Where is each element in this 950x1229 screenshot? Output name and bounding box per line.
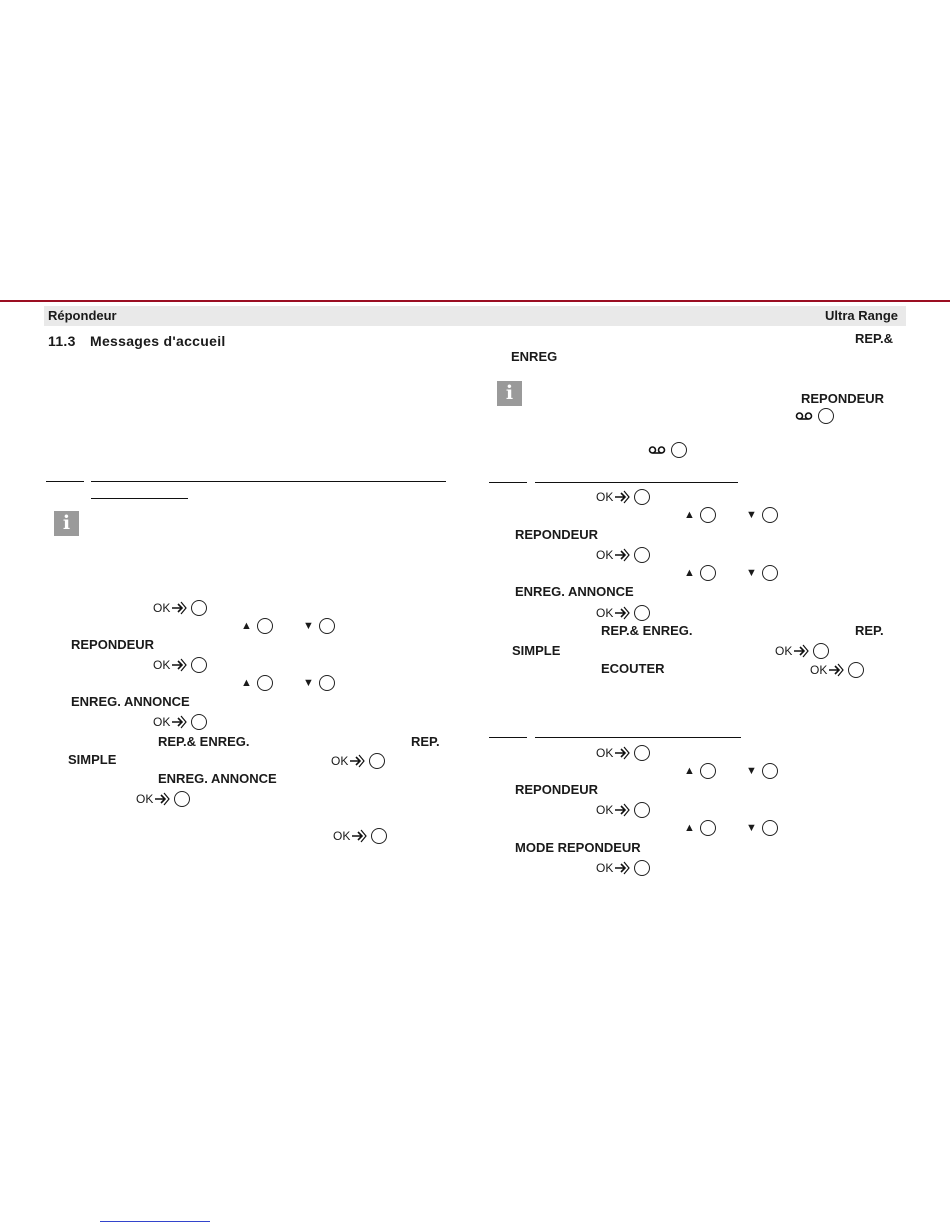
header-product-name: Ultra Range	[825, 308, 898, 323]
keyword-enreg-annonce: ENREG. ANNONCE	[158, 771, 277, 786]
up-button: ▲	[241, 616, 273, 636]
keyword-enreg-annonce: ENREG. ANNONCE	[515, 584, 634, 599]
down-button: ▼	[303, 616, 335, 636]
ok-button: OK	[333, 826, 387, 846]
up-button: ▲	[684, 761, 716, 781]
up-button: ▲	[241, 673, 273, 693]
keyword-rep: REP.	[411, 734, 440, 749]
keyword-repondeur: REPONDEUR	[801, 391, 885, 406]
down-button: ▼	[746, 563, 778, 583]
heading-rule	[489, 482, 527, 483]
answering-machine-button	[795, 406, 834, 426]
header-section-name: Répondeur	[48, 308, 117, 323]
heading-rule	[535, 482, 738, 483]
info-icon: i	[54, 511, 79, 536]
keyword-mode-repondeur: MODE REPONDEUR	[515, 840, 641, 855]
cassette-icon	[795, 411, 813, 421]
keyword-enreg-annonce: ENREG. ANNONCE	[71, 694, 190, 709]
heading-rule	[535, 737, 741, 738]
top-rule	[0, 300, 950, 302]
up-button: ▲	[684, 505, 716, 525]
ok-button: OK	[596, 858, 650, 878]
heading-rule	[46, 481, 84, 482]
down-button: ▼	[746, 818, 778, 838]
keyword-simple: SIMPLE	[68, 752, 117, 767]
ok-button: OK	[810, 660, 864, 680]
up-button: ▲	[684, 818, 716, 838]
ok-button: OK	[153, 655, 207, 675]
keyword-rep-enreg: REP.& ENREG.	[158, 734, 250, 749]
keyword-ecouter: ECOUTER	[601, 661, 665, 676]
heading-rule	[91, 481, 446, 482]
header-bar	[44, 306, 906, 326]
keyword-repondeur: REPONDEUR	[71, 637, 155, 652]
section-title	[48, 333, 226, 349]
up-button: ▲	[684, 563, 716, 583]
section-number: 11.3	[48, 333, 76, 349]
keyword-simple: SIMPLE	[512, 643, 561, 658]
info-icon: i	[497, 381, 522, 406]
ok-button: OK	[596, 743, 650, 763]
keyword-rep-enreg: REP.& ENREG.	[601, 623, 693, 638]
keyword-rep-amp: REP.&	[855, 331, 894, 346]
keyword-rep: REP.	[855, 623, 884, 638]
down-button: ▼	[303, 673, 335, 693]
keyword-repondeur: REPONDEUR	[515, 527, 599, 542]
heading-rule	[91, 498, 188, 499]
ok-button: OK	[331, 751, 385, 771]
ok-button: OK	[153, 712, 207, 732]
footer-link-underline[interactable]	[100, 1221, 210, 1222]
answering-machine-button	[648, 440, 687, 460]
ok-button: OK	[596, 545, 650, 565]
ok-button: OK	[153, 598, 207, 618]
keyword-repondeur: REPONDEUR	[515, 782, 599, 797]
ok-button: OK	[775, 641, 829, 661]
ok-button: OK	[136, 789, 190, 809]
ok-button: OK	[596, 800, 650, 820]
section-title-text: Messages d'accueil	[90, 333, 226, 349]
ok-button: OK	[596, 487, 650, 507]
down-button: ▼	[746, 761, 778, 781]
keyword-enreg: ENREG	[511, 349, 558, 364]
down-button: ▼	[746, 505, 778, 525]
heading-rule	[489, 737, 527, 738]
ok-button: OK	[596, 603, 650, 623]
cassette-icon	[648, 445, 666, 455]
